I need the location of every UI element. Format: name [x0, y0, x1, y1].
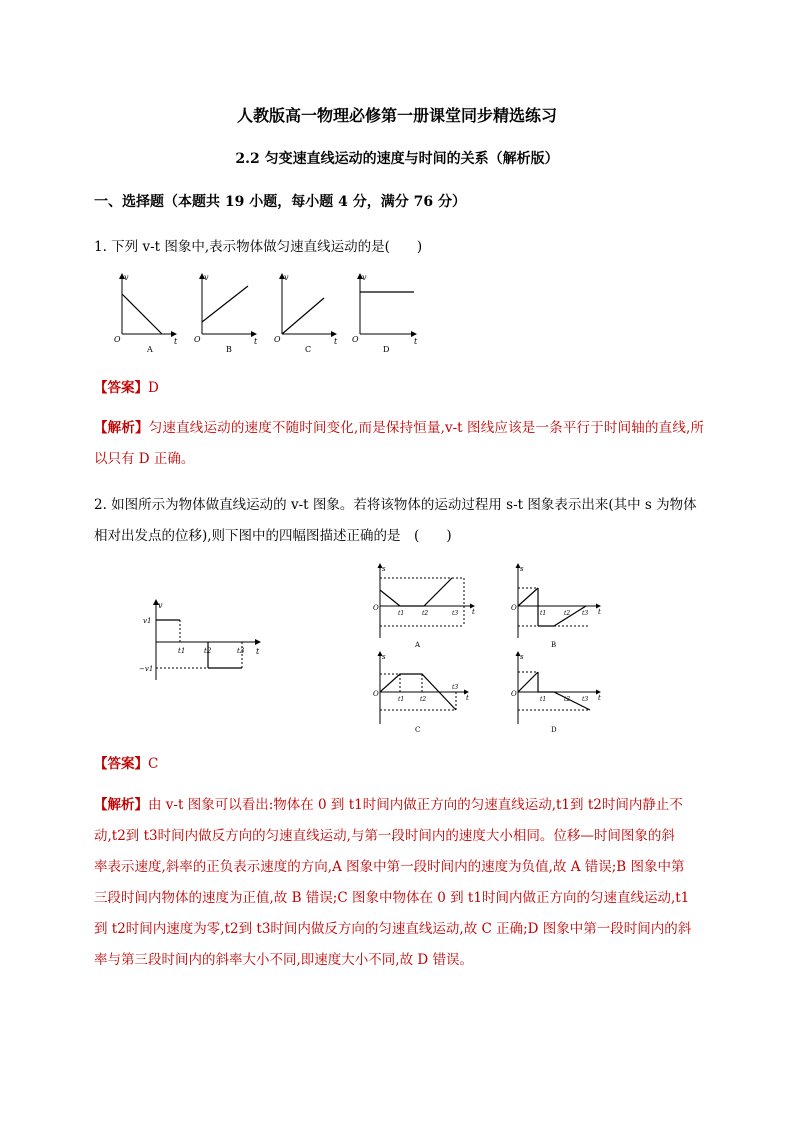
q1-label-c: C	[305, 345, 312, 354]
q2-vt-v1: v1	[143, 617, 152, 625]
q1-explanation-tag: 【解析】	[94, 420, 149, 436]
q1-b-t: t	[254, 337, 258, 346]
section-heading: 一、选择题（本题共 19 小题，每小题 4 分，满分 76 分）	[94, 194, 466, 210]
q2-answer-value: C	[148, 756, 159, 772]
q1-b-v: v	[204, 273, 209, 282]
q2-vt-v: v	[158, 601, 163, 610]
q1-c-o: O	[274, 335, 281, 344]
q2-vt-t2: t2	[204, 647, 212, 655]
q2-a-o: O	[373, 604, 379, 612]
q2-graph-b	[511, 564, 601, 649]
q1-b-o: O	[194, 335, 201, 344]
q2-d-t: t	[598, 694, 601, 702]
q1-graph-c	[274, 273, 338, 354]
q2-label-b: B	[551, 641, 557, 649]
q2-graph-d	[511, 652, 601, 734]
q2-d-o: O	[511, 690, 517, 698]
q1-d-v: v	[362, 273, 367, 282]
q2-vt-graph	[138, 598, 266, 684]
q2-d-t2: t2	[564, 696, 571, 703]
q1-graph-b	[194, 273, 258, 354]
q2-c-o: O	[373, 690, 379, 698]
q2-explanation-line: 率表示速度,斜率的正负表示速度的方向,A 图象中第一段时间内的速度为负值,故 A 错误;B 图象中第	[94, 859, 685, 875]
q1-explanation-text: 匀速直线运动的速度不随时间变化,而是保持恒量,v-t 图线应该是一条平行于时间轴的直线,所以只有 D 正确。	[94, 420, 704, 467]
q2-a-t1: t1	[398, 610, 405, 617]
q2-b-o: O	[511, 604, 517, 612]
q2-explanation-line: 到 t2时间内速度为零,t2到 t3时间内做反方向的匀速直线运动,故 C 正确;D 图象中第一段时间内的斜	[94, 921, 692, 937]
q2-a-s: s	[382, 565, 386, 573]
q1-c-t: t	[334, 337, 338, 346]
q2-graph-a	[373, 564, 475, 649]
q1-answer-value: D	[148, 380, 159, 396]
q2-graph-c	[373, 652, 469, 734]
q2-st-graphs	[368, 562, 608, 737]
q2-explanation-line: 【解析】由 v-t 图象可以看出:物体在 0 到 t1时间内做正方向的匀速直线运动,t1到 t2时间内静止不	[94, 797, 683, 813]
q2-b-s: s	[520, 565, 524, 573]
q2-label-d: D	[551, 726, 557, 734]
page-subtitle: 2.2 匀变速直线运动的速度与时间的关系（解析版）	[235, 151, 559, 167]
q1-answer-tag: 【答案】	[94, 380, 148, 396]
question-2-text: 2. 如图所示为物体做直线运动的 v-t 图象。若将该物体的运动过程用 s-t 图象表示出来(其中 s 为物体相对出发点的位移),则下图中的四幅图描述正确的是 ( )	[94, 497, 697, 544]
q2-c-t3: t3	[452, 684, 459, 691]
q1-a-t: t	[174, 337, 178, 346]
q1-explanation	[94, 413, 704, 475]
q2-label-a: A	[415, 641, 421, 649]
q1-graphs	[110, 270, 430, 360]
q2-b-t3: t3	[582, 610, 589, 617]
q1-graph-d	[352, 273, 418, 354]
q2-explanation-line: 动,t2到 t3时间内做反方向的匀速直线运动,与第一段时间内的速度大小相同。位移—时间图象的斜	[94, 828, 675, 844]
q2-vt-t1: t1	[178, 647, 186, 655]
q2-explanation	[94, 790, 704, 976]
q2-label-c: C	[415, 726, 421, 734]
q2-d-s: s	[520, 653, 524, 661]
q1-label-a: A	[147, 345, 153, 354]
q1-label-d: D	[383, 345, 390, 354]
q2-a-t: t	[472, 608, 475, 616]
q2-vt-t: t	[256, 647, 260, 656]
q1-d-t: t	[414, 337, 418, 346]
q2-c-s: s	[382, 653, 386, 661]
q2-b-t: t	[598, 608, 601, 616]
q2-explanation-line: 三段时间内物体的速度为正值,故 B 错误;C 图象中物体在 0 到 t1时间内做正方向的匀速直线运动,t1	[94, 890, 690, 906]
q2-explanation-tag: 【解析】	[94, 797, 148, 813]
page-title: 人教版高一物理必修第一册课堂同步精选练习	[236, 106, 557, 125]
q1-answer	[94, 376, 159, 396]
q1-a-o: O	[114, 335, 121, 344]
q2-answer	[94, 752, 158, 772]
q2-a-t2: t2	[422, 610, 429, 617]
question-1-text: 1. 下列 v-t 图象中,表示物体做匀速直线运动的是( )	[94, 239, 423, 255]
q2-a-t3: t3	[452, 610, 459, 617]
q2-c-t1: t1	[398, 696, 405, 703]
q2-c-t2: t2	[420, 696, 427, 703]
q2-d-t3: t3	[582, 696, 589, 703]
q2-c-t: t	[466, 694, 469, 702]
q2-b-t2: t2	[564, 610, 571, 617]
q2-answer-tag: 【答案】	[94, 756, 148, 772]
q2-vt-t3: t3	[237, 647, 245, 655]
q1-d-o: O	[352, 335, 359, 344]
q2-vt-neg-v1: −v1	[139, 665, 154, 673]
q1-graph-a	[114, 273, 178, 354]
q2-d-t1: t1	[540, 696, 547, 703]
q2-explanation-line: 率与第三段时间内的斜率大小不同,即速度大小不同,故 D 错误。	[94, 952, 473, 968]
q2-b-t1: t1	[540, 610, 547, 617]
q1-label-b: B	[226, 345, 232, 354]
q1-c-v: v	[284, 273, 289, 282]
q1-a-v: v	[124, 273, 129, 282]
